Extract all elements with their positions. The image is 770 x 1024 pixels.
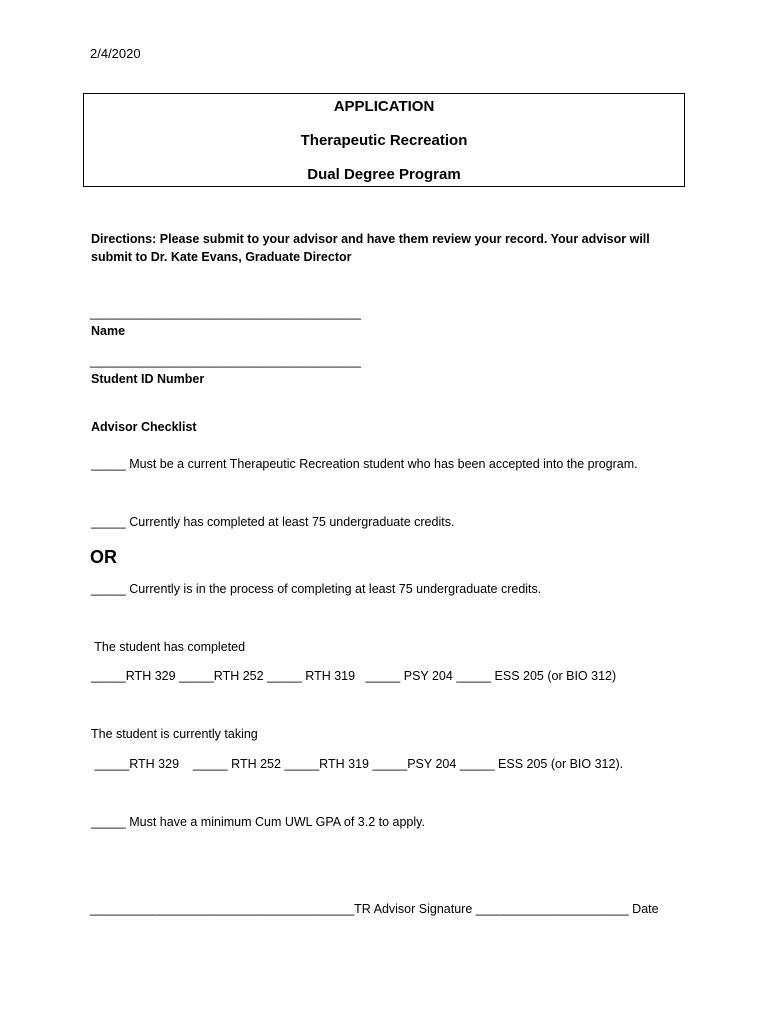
name-label: Name <box>91 324 126 338</box>
directions-text: Directions: Please submit to your advisor and have them review your record. Your advisor will submit to Dr. Kate Evans, Graduate Director <box>91 232 650 264</box>
name-field-line[interactable]: _______________________________________ <box>90 306 362 320</box>
checklist-item-current-student: _____ Must be a current Therapeutic Recreation student who has been accepted into the program. <box>91 457 638 471</box>
currently-taking-list: _____RTH 329 _____ RTH 252 _____RTH 319 _____PSY 204 _____ ESS 205 (or BIO 312). <box>91 757 624 771</box>
advisor-checklist-heading: Advisor Checklist <box>91 420 197 434</box>
completed-courses-list: _____RTH 329 _____RTH 252 _____ RTH 319 _____ PSY 204 _____ ESS 205 (or BIO 312) <box>91 669 617 683</box>
checklist-item-gpa: _____ Must have a minimum Cum UWL GPA of 3.2 to apply. <box>91 815 425 829</box>
title-application: APPLICATION <box>333 98 435 115</box>
checklist-item-in-process-credits: _____ Currently is in the process of completing at least 75 undergraduate credits. <box>91 582 542 596</box>
document-date: 2/4/2020 <box>90 46 141 61</box>
student-id-field-line[interactable]: _______________________________________ <box>90 354 362 368</box>
title-box <box>83 93 685 187</box>
title-degree: Dual Degree Program <box>307 166 461 183</box>
title-program: Therapeutic Recreation <box>300 132 468 149</box>
student-id-label: Student ID Number <box>91 372 205 386</box>
or-separator: OR <box>90 547 117 567</box>
advisor-signature-line[interactable]: ______________________________________TR Advisor Signature ______________________ Date <box>90 902 659 916</box>
currently-taking-label: The student is currently taking <box>91 727 258 741</box>
completed-courses-label: The student has completed <box>91 640 246 654</box>
checklist-item-completed-credits: _____ Currently has completed at least 75 undergraduate credits. <box>91 515 455 529</box>
